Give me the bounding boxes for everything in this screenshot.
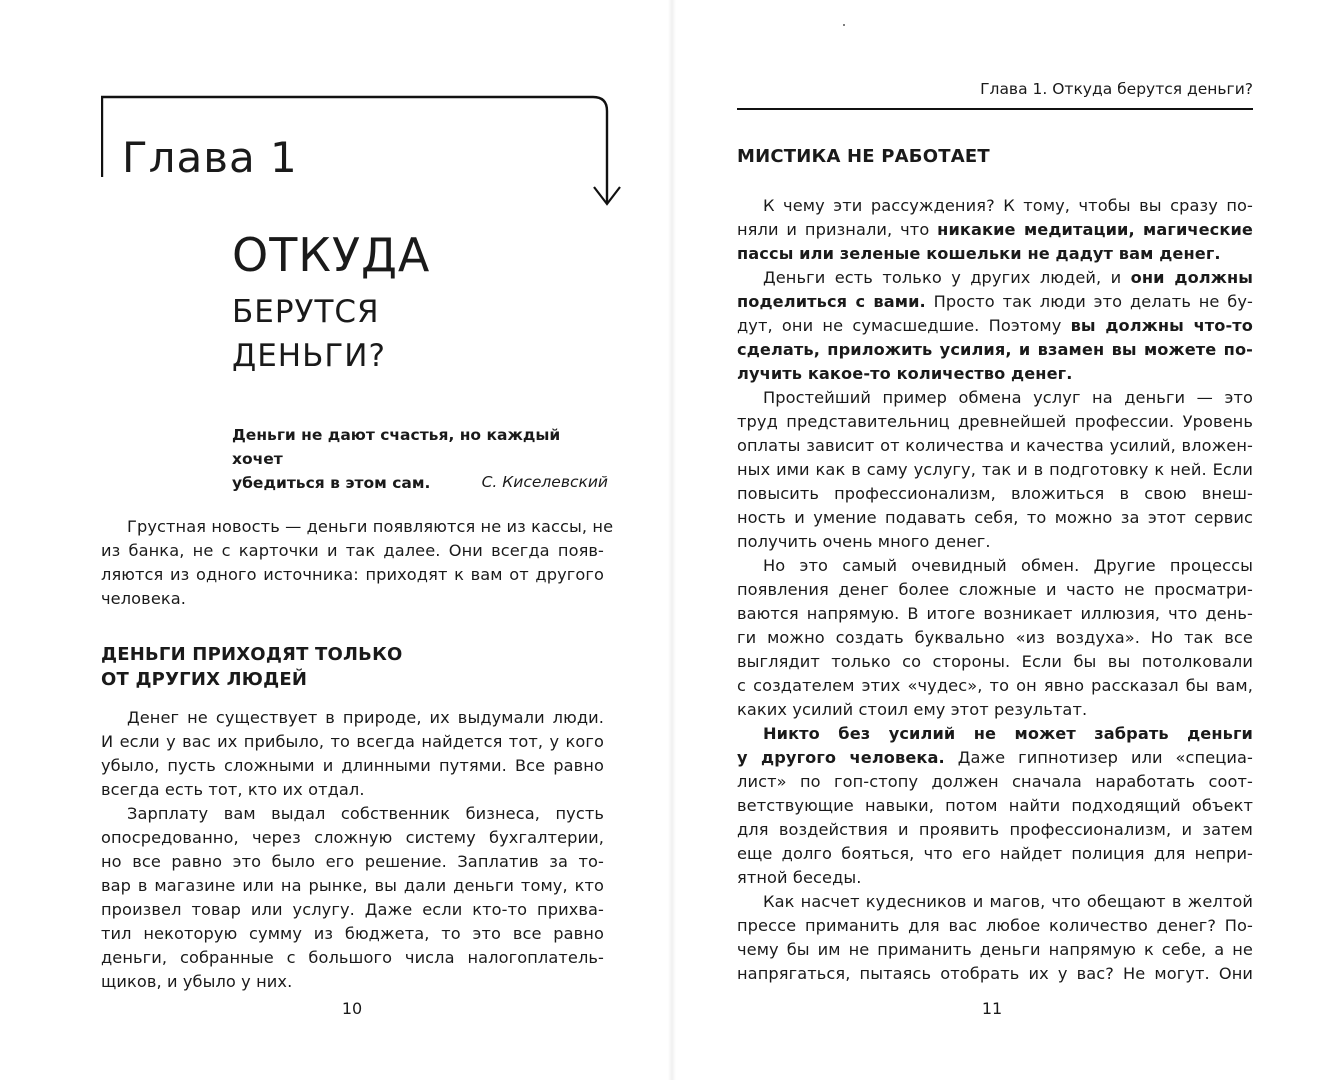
text-line: произвел товар или услугу. Даже если кто-то прихва-	[101, 900, 604, 919]
text-line: тил некоторую сумму из бюджета, то это все равно	[101, 924, 604, 943]
right-body	[737, 194, 1253, 986]
text-line: К чему эти рассуждения? К тому, чтобы вы сразу по-	[763, 196, 1253, 215]
text-line: ги можно создать буквально «из воздуха». Но так все	[737, 628, 1253, 647]
text-line: получить очень много денег.	[737, 532, 991, 551]
text-line: чему бы им не приманить деньги напрямую к себе, а не	[737, 940, 1253, 959]
text-run: Даже гипнотизер или «специа-	[944, 748, 1253, 767]
running-head-rule	[737, 108, 1253, 110]
text-line: лист» по гоп-стопу должен сначала наработать соот-	[737, 772, 1253, 791]
text-line: ность и умение подавать себя, то можно за этот сервис	[737, 508, 1253, 527]
chapter-title-sub-1: БЕРУТСЯ	[232, 294, 380, 330]
text-line: ятной беседы.	[737, 868, 862, 887]
section-heading-line: ДЕНЬГИ ПРИХОДЯТ ТОЛЬКО	[101, 644, 403, 665]
text-line: ветствующие навыки, потом найти подходящий объект	[737, 796, 1253, 815]
intro-paragraph	[101, 515, 614, 611]
text-line: Но это самый очевидный обмен. Другие процессы	[763, 556, 1253, 575]
text-line: труд представительниц древнейшей профессии. Уровень	[737, 412, 1253, 431]
section-heading	[737, 144, 1253, 169]
text-line: сделать, приложить усилия, и взамен вы можете по-	[737, 340, 1253, 359]
text-line: всегда есть тот, кто их отдал.	[101, 780, 365, 799]
paragraph	[101, 706, 604, 994]
text-line: опосредованно, через сложную систему бухгалтерии,	[101, 828, 604, 847]
text-line: Денег не существует в природе, их выдумали люди.	[127, 708, 604, 727]
text-line: Грустная новость — деньги появляются не из кассы, не	[127, 517, 614, 536]
text-run-bold: вы должны что-то	[1070, 316, 1254, 335]
page-number: 10	[341, 999, 363, 1018]
text-line: Простейший пример обмена услуг на деньги — это	[763, 388, 1253, 407]
running-head: Глава 1. Откуда берутся деньги?	[980, 80, 1253, 98]
epigraph-author: С. Киселевский	[481, 473, 608, 491]
chapter-title	[232, 228, 431, 378]
book-gutter	[668, 0, 676, 1080]
text-run-bold: поделиться с вами.	[737, 292, 926, 311]
text-line: ных ими как в саму услугу, так и в подготовку к ней. Если	[737, 460, 1253, 479]
text-line: Зарплату вам выдал собственник бизнеса, пусть	[127, 804, 604, 823]
text-run-bold: никакие медитации, магические	[937, 220, 1253, 239]
text-line: лучить какое-то количество денег.	[737, 364, 1073, 383]
text-line: убыло, пусть сложными и длинными путями. Все равно	[101, 756, 604, 775]
text-run-bold: они должны	[1130, 268, 1253, 287]
text-line: выглядит только со стороны. Если бы вы потолковали	[737, 652, 1253, 671]
text-line: щиков, и убыло у них.	[101, 972, 293, 991]
text-line: ляются из одного источника: приходят к вам от другого	[101, 565, 604, 584]
epigraph-line: Деньги не дают счастья, но каждый хочет	[232, 426, 561, 468]
text-line: вар в магазине или на рынке, вы дали деньги тому, кто	[101, 876, 604, 895]
section-heading-line: МИСТИКА НЕ РАБОТАЕТ	[737, 146, 990, 167]
text-line	[737, 746, 1253, 770]
text-line: Как насчет кудесников и магов, что обещают в желтой	[763, 892, 1253, 911]
text-line: для воздействия и проявить профессионализм, и затем	[737, 820, 1253, 839]
text-line: напрягаться, пытаясь отобрать их у вас? Не могут. Они	[737, 964, 1253, 983]
text-line: но все равно это было его решение. Заплатив за то-	[101, 852, 604, 871]
chapter-title-sub-2: ДЕНЬГИ?	[232, 338, 386, 374]
text-line: каких усилий стоил ему этот результат.	[737, 700, 1088, 719]
text-line: деньги, собранные с большого числа налогоплатель-	[101, 948, 604, 967]
text-line	[737, 266, 1253, 290]
text-run: няли и признали, что	[737, 220, 938, 239]
text-line: из банка, не с карточки и так далее. Они всегда появ-	[101, 541, 604, 560]
text-line: еще долго бояться, что его найдет полиция для непри-	[737, 844, 1253, 863]
text-line: Никто без усилий не может забрать деньги	[763, 724, 1253, 743]
text-line: с создателем этих «чудес», то он явно рассказал бы вам,	[737, 676, 1253, 695]
page-number: 11	[981, 999, 1003, 1018]
text-line	[737, 290, 1253, 314]
text-run: Просто так люди это делать не бу-	[925, 292, 1253, 311]
text-run-bold: у другого человека.	[737, 748, 945, 767]
text-line: человека.	[101, 589, 187, 608]
text-line: прессе приманить для вас любое количество денег? По-	[737, 916, 1253, 935]
section-heading	[101, 642, 604, 692]
text-line: И если у вас их прибыло, то всегда найдется тот, у кого	[101, 732, 604, 751]
text-run: Деньги есть только у других людей, и	[763, 268, 1131, 287]
text-line	[737, 314, 1253, 338]
left-page	[0, 0, 668, 1080]
text-line: повысить профессионализм, вложиться в свою внеш-	[737, 484, 1253, 503]
text-line: ваются напрямую. В итоге возникает иллюзия, что день-	[737, 604, 1253, 623]
chapter-label: Глава 1	[122, 133, 298, 182]
text-line: пассы или зеленые кошельки не дадут вам денег.	[737, 244, 1221, 263]
section-heading-line: ОТ ДРУГИХ ЛЮДЕЙ	[101, 669, 308, 690]
text-line	[737, 218, 1253, 242]
text-line: появления денег более сложные и часто не просматри-	[737, 580, 1253, 599]
epigraph-line: убедиться в этом сам.	[232, 474, 431, 492]
print-speck	[843, 24, 845, 26]
text-run: дут, они не сумасшедшие. Поэтому	[737, 316, 1071, 335]
text-line: оплаты зависит от количества и качества усилий, вложен-	[737, 436, 1253, 455]
chapter-title-main: ОТКУДА	[232, 228, 431, 282]
